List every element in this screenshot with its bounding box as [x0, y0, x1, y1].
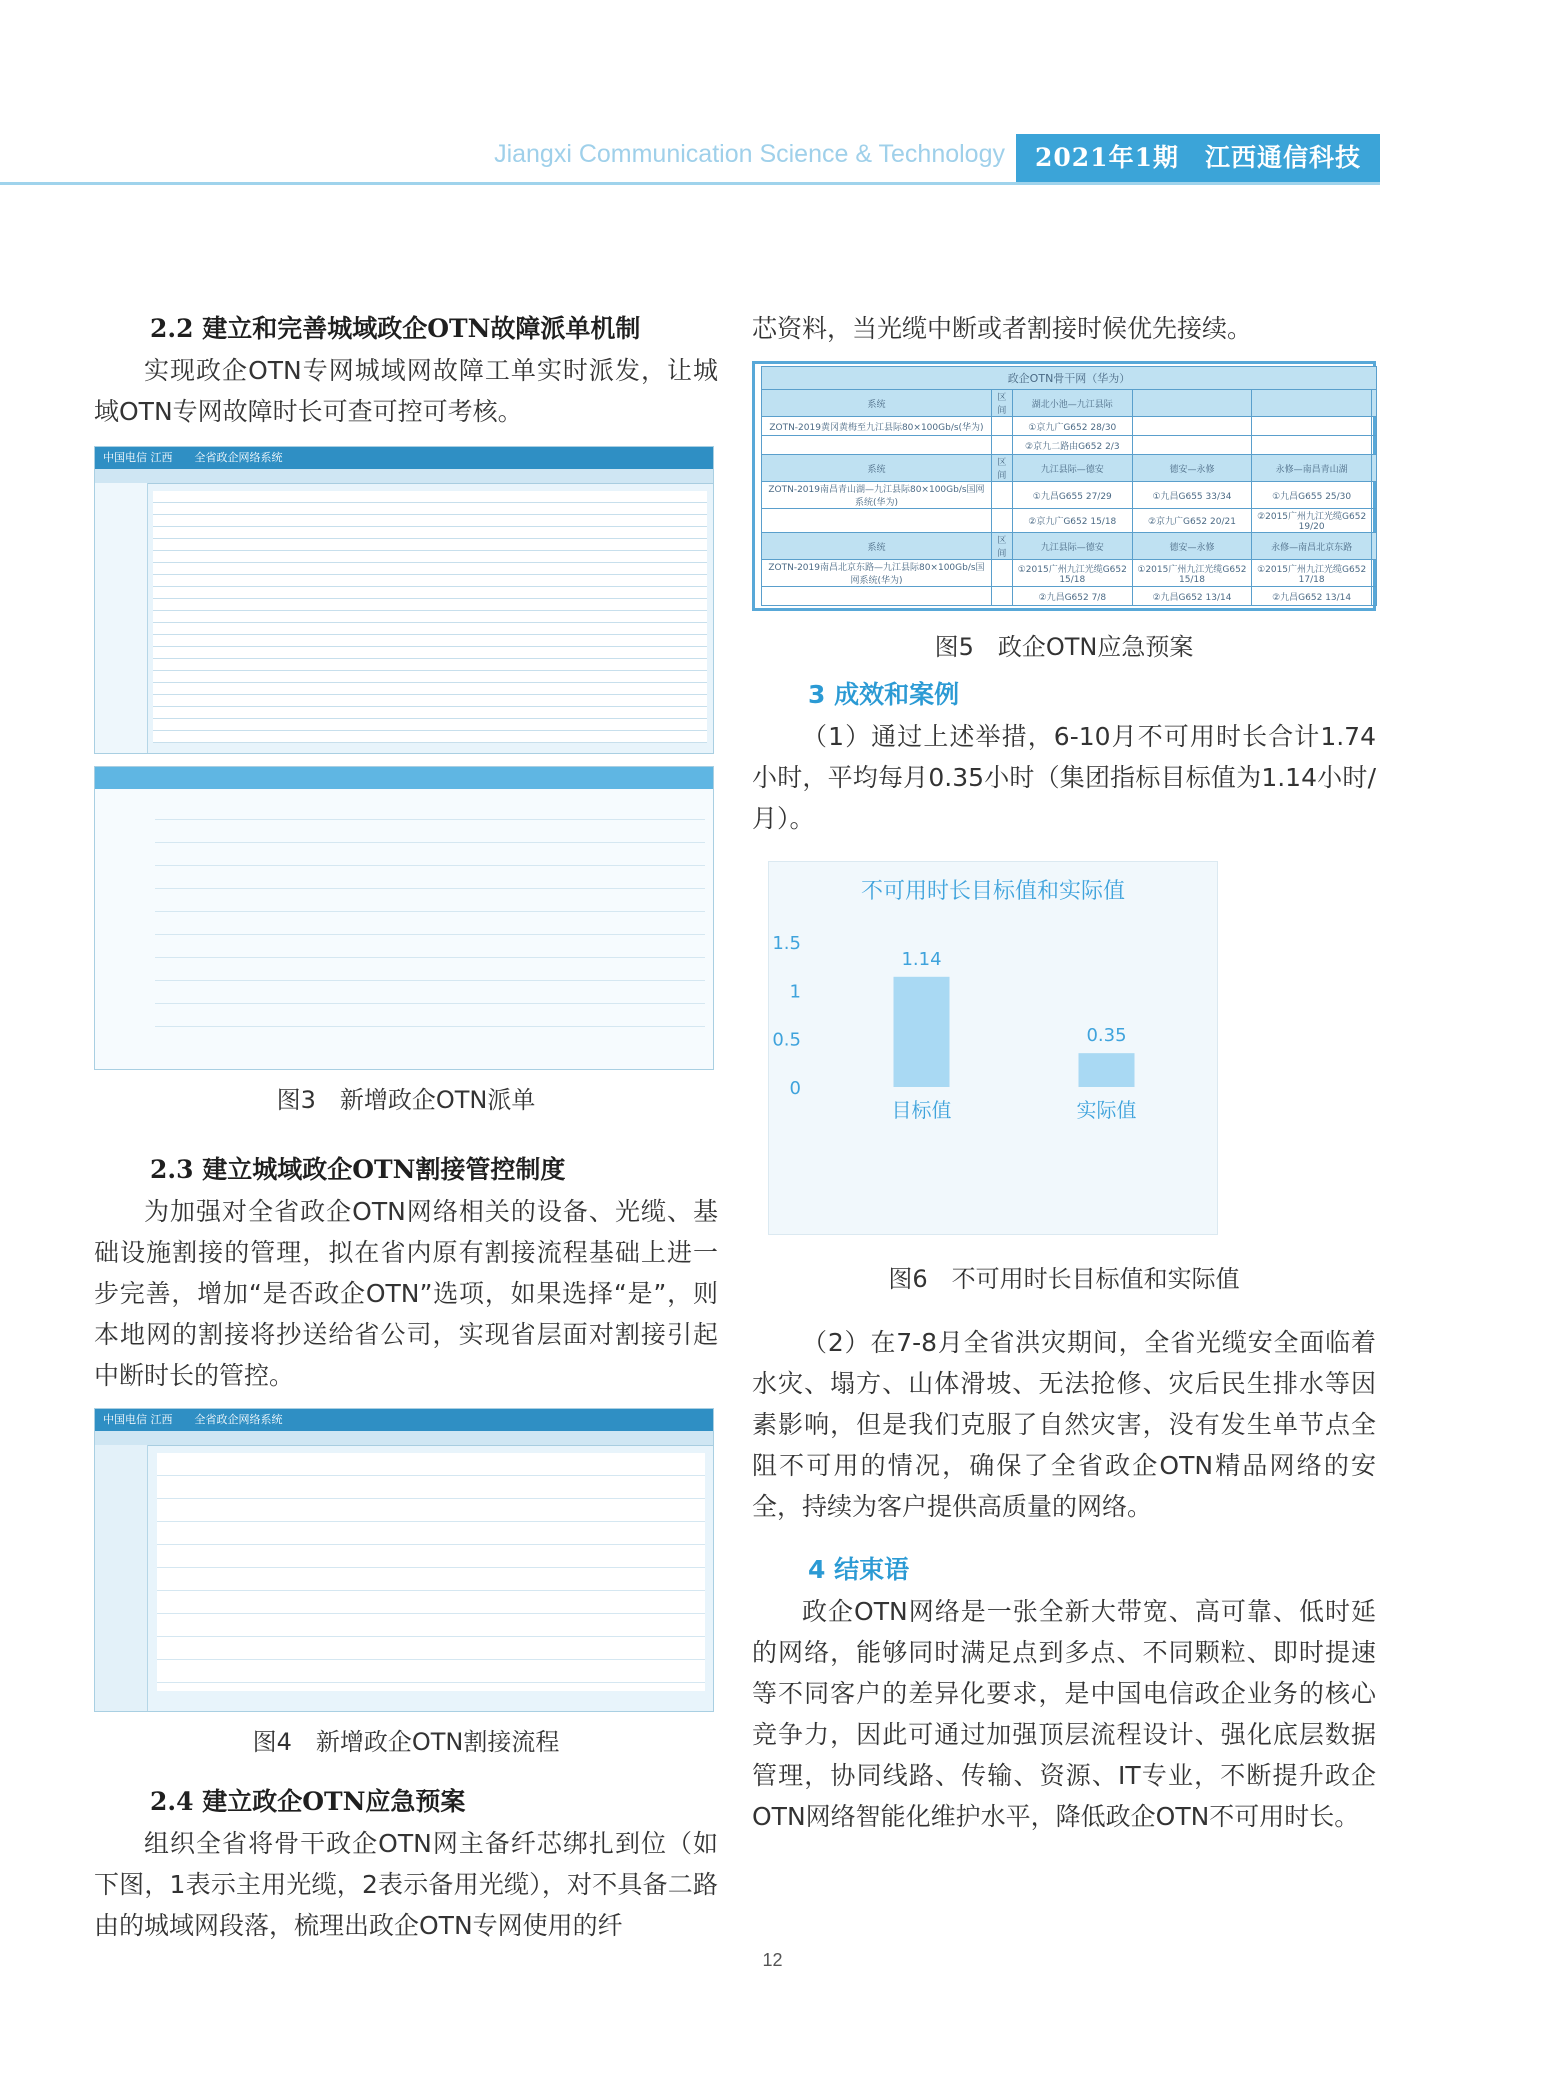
table-cell — [1371, 482, 1376, 509]
table-cell: ZOTN-2019南昌北京东路—九江县际80×100Gb/s国网系统(华为) — [762, 560, 992, 587]
y-tick-label: 0.5 — [772, 1029, 801, 1051]
section-2-4-continued: 芯资料，当光缆中断或者割接时候优先接续。 — [752, 314, 1253, 343]
section-3-paragraph-1: （1）通过上述举措，6-10月不可用时长合计1.74小时，平均每月0.35小时（集团指标目标值为1.14小时/月）。 — [752, 722, 1376, 833]
table-cell — [1132, 390, 1252, 417]
section-2-2-title: 2.2 建立和完善城域政企OTN故障派单机制 — [150, 314, 641, 343]
figure-6-caption: 图6 不可用时长目标值和实际值 — [888, 1265, 1240, 1293]
app-sidebar-tree — [95, 1445, 148, 1711]
table-row — [762, 587, 1377, 606]
figure-3-caption: 图3 新增政企OTN派单 — [276, 1086, 536, 1114]
table-cell — [1371, 390, 1376, 417]
table-cell: ①九昌G655 25/30 — [1252, 482, 1372, 509]
table-title: 政企OTN骨干网（华为） — [762, 367, 1377, 390]
table-cell — [1371, 587, 1376, 606]
figure-3b-screenshot — [94, 766, 714, 1070]
table-cell — [1252, 417, 1372, 436]
table-row — [762, 560, 1377, 587]
table-cell — [991, 560, 1012, 587]
table-cell — [762, 436, 992, 455]
table-cell — [1371, 455, 1376, 482]
table-cell — [1371, 533, 1376, 560]
table-cell: 德安—永修 — [1132, 455, 1252, 482]
table-cell: ②九昌G652 13/14 — [1132, 587, 1252, 606]
table-row — [762, 533, 1377, 560]
app-sidebar-tree — [95, 483, 148, 753]
table-cell: 九江县际—德安 — [1012, 533, 1132, 560]
table-cell: 永修—南昌北京东路 — [1252, 533, 1372, 560]
table-cell: ②京九广G652 15/18 — [1012, 509, 1132, 533]
issue-label: 2021年1期 江西通信科技 — [1016, 134, 1380, 182]
section-3-title: 3 成效和案例 — [808, 680, 960, 709]
table-cell: ①2015广州九江光缆G652 17/18 — [1252, 560, 1372, 587]
table-cell: ②京九二路由G652 2/3 — [1012, 436, 1132, 455]
table-row — [762, 436, 1377, 455]
table-cell: ①九昌G655 27/29 — [1012, 482, 1132, 509]
y-tick-label: 1.5 — [772, 933, 801, 954]
emergency-plan-table — [761, 366, 1377, 606]
table-cell: 系统 — [762, 390, 992, 417]
journal-name-en: Jiangxi Communication Science & Technology — [494, 140, 1005, 168]
table-cell — [991, 417, 1012, 436]
app-titlebar: 中国电信 江西 全省政企网络系统 — [95, 447, 713, 469]
running-header — [0, 134, 1545, 184]
table-cell: 系统 — [762, 533, 992, 560]
table-row — [762, 455, 1377, 482]
work-order-grid — [153, 491, 707, 743]
bar — [894, 977, 950, 1087]
x-tick-label: 目标值 — [891, 1098, 952, 1122]
table-cell: ①京九广G652 28/30 — [1012, 417, 1132, 436]
table-cell: ②九昌G652 13/14 — [1252, 587, 1372, 606]
table-cell — [991, 587, 1012, 606]
table-cell — [1132, 417, 1252, 436]
table-cell: 系统 — [762, 455, 992, 482]
chart-title: 不可用时长目标值和实际值 — [860, 879, 1126, 904]
bar-chart-svg — [769, 862, 1217, 1234]
table-cell — [991, 509, 1012, 533]
table-cell: ②九昌G652 7/8 — [1012, 587, 1132, 606]
table-row — [762, 509, 1377, 533]
app-toolbar — [95, 469, 713, 484]
table-cell: ②京九广G652 20/21 — [1132, 509, 1252, 533]
table-cell: 区间 — [991, 390, 1012, 417]
table-cell: 永修—南昌青山湖 — [1252, 455, 1372, 482]
table-row — [762, 390, 1377, 417]
figure-4-caption: 图4 新增政企OTN割接流程 — [252, 1728, 560, 1756]
table-cell — [762, 587, 992, 606]
right-column — [752, 308, 1376, 1837]
table-cell — [1371, 509, 1376, 533]
section-2-3-paragraph: 为加强对全省政企OTN网络相关的设备、光缆、基础设施割接的管理，拟在省内原有割接流程基础上进一步完善，增加“是否政企OTN”选项，如果选择“是”，则本地网的割接将抄送给省公司，实现省层面对割接引起中断时长的管控。 — [94, 1197, 718, 1390]
section-2-4-paragraph: 组织全省将骨干政企OTN网主备纤芯绑扎到位（如下图，1表示主用光缆，2表示备用光缆），对不具备二路由的城域网段落，梳理出政企OTN专网使用的纤 — [94, 1829, 718, 1940]
table-row — [762, 417, 1377, 436]
page-number: 12 — [762, 1950, 783, 1970]
table-cell: ZOTN-2019黄冈黄梅至九江县际80×100Gb/s(华为) — [762, 417, 992, 436]
table-cell — [762, 509, 992, 533]
section-4-title: 4 结束语 — [808, 1555, 910, 1584]
x-tick-label: 实际值 — [1076, 1098, 1137, 1122]
figure-6-chart — [768, 861, 1218, 1235]
table-cell — [991, 436, 1012, 455]
table-cell — [1371, 417, 1376, 436]
table-cell: 德安—永修 — [1132, 533, 1252, 560]
table-cell: 区间 — [991, 533, 1012, 560]
order-detail-form — [155, 797, 705, 1049]
order-detail-header — [95, 767, 713, 789]
section-2-4-title: 2.4 建立政企OTN应急预案 — [150, 1787, 466, 1816]
figure-5-table — [752, 361, 1376, 611]
table-row — [762, 482, 1377, 509]
y-tick-label: 0 — [789, 1078, 801, 1099]
table-cell: ②2015广州九江光缆G652 19/20 — [1252, 509, 1372, 533]
data-label: 1.14 — [901, 948, 942, 970]
section-3-paragraph-2: （2）在7-8月全省洪灾期间，全省光缆安全面临着水灾、塌方、山体滑坡、无法抢修、灾后民生排水等因素影响，但是我们克服了自然灾害，没有发生单节点全阻不可用的情况，确保了全省政企OTN精品网络的安全，持续为客户提供高质量的网络。 — [752, 1328, 1376, 1521]
table-cell — [1252, 436, 1372, 455]
figure-3a-screenshot — [94, 446, 714, 754]
table-cell — [1252, 390, 1372, 417]
section-2-2-paragraph: 实现政企OTN专网城域网故障工单实时派发，让城域OTN专网故障时长可查可控可考核。 — [94, 356, 718, 426]
figure-5-caption: 图5 政企OTN应急预案 — [934, 633, 1194, 661]
table-cell: ①2015广州九江光缆G652 15/18 — [1012, 560, 1132, 587]
table-cell: 区间 — [991, 455, 1012, 482]
y-tick-label: 1 — [789, 981, 801, 1003]
table-cell — [1132, 436, 1252, 455]
bar — [1079, 1053, 1135, 1087]
table-cell: ①2015广州九江光缆G652 15/18 — [1132, 560, 1252, 587]
header-rule — [0, 182, 1380, 185]
table-cell — [1371, 560, 1376, 587]
table-cell — [991, 482, 1012, 509]
data-label: 0.35 — [1086, 1025, 1127, 1047]
app-titlebar: 中国电信 江西 全省政企网络系统 — [95, 1409, 713, 1431]
section-2-3-title: 2.3 建立城域政企OTN割接管控制度 — [150, 1155, 566, 1184]
table-cell — [1371, 436, 1376, 455]
cutover-form — [157, 1453, 705, 1691]
app-toolbar — [95, 1431, 713, 1446]
section-4-paragraph: 政企OTN网络是一张全新大带宽、高可靠、低时延的网络，能够同时满足点到多点、不同颗粒、即时提速等不同客户的差异化要求，是中国电信政企业务的核心竞争力，因此可通过加强顶层流程设计、强化底层数据管理，协同线路、传输、资源、IT专业，不断提升政企OTN网络智能化维护水平，降低政企OTN不可用时长。 — [752, 1597, 1376, 1831]
figure-4-screenshot — [94, 1408, 714, 1712]
table-cell: 湖北小池—九江县际 — [1012, 390, 1132, 417]
table-cell: ①九昌G655 33/34 — [1132, 482, 1252, 509]
table-cell: 九江县际—德安 — [1012, 455, 1132, 482]
left-column — [94, 308, 718, 1946]
table-cell: ZOTN-2019南昌青山湖—九江县际80×100Gb/s国网系统(华为) — [762, 482, 992, 509]
